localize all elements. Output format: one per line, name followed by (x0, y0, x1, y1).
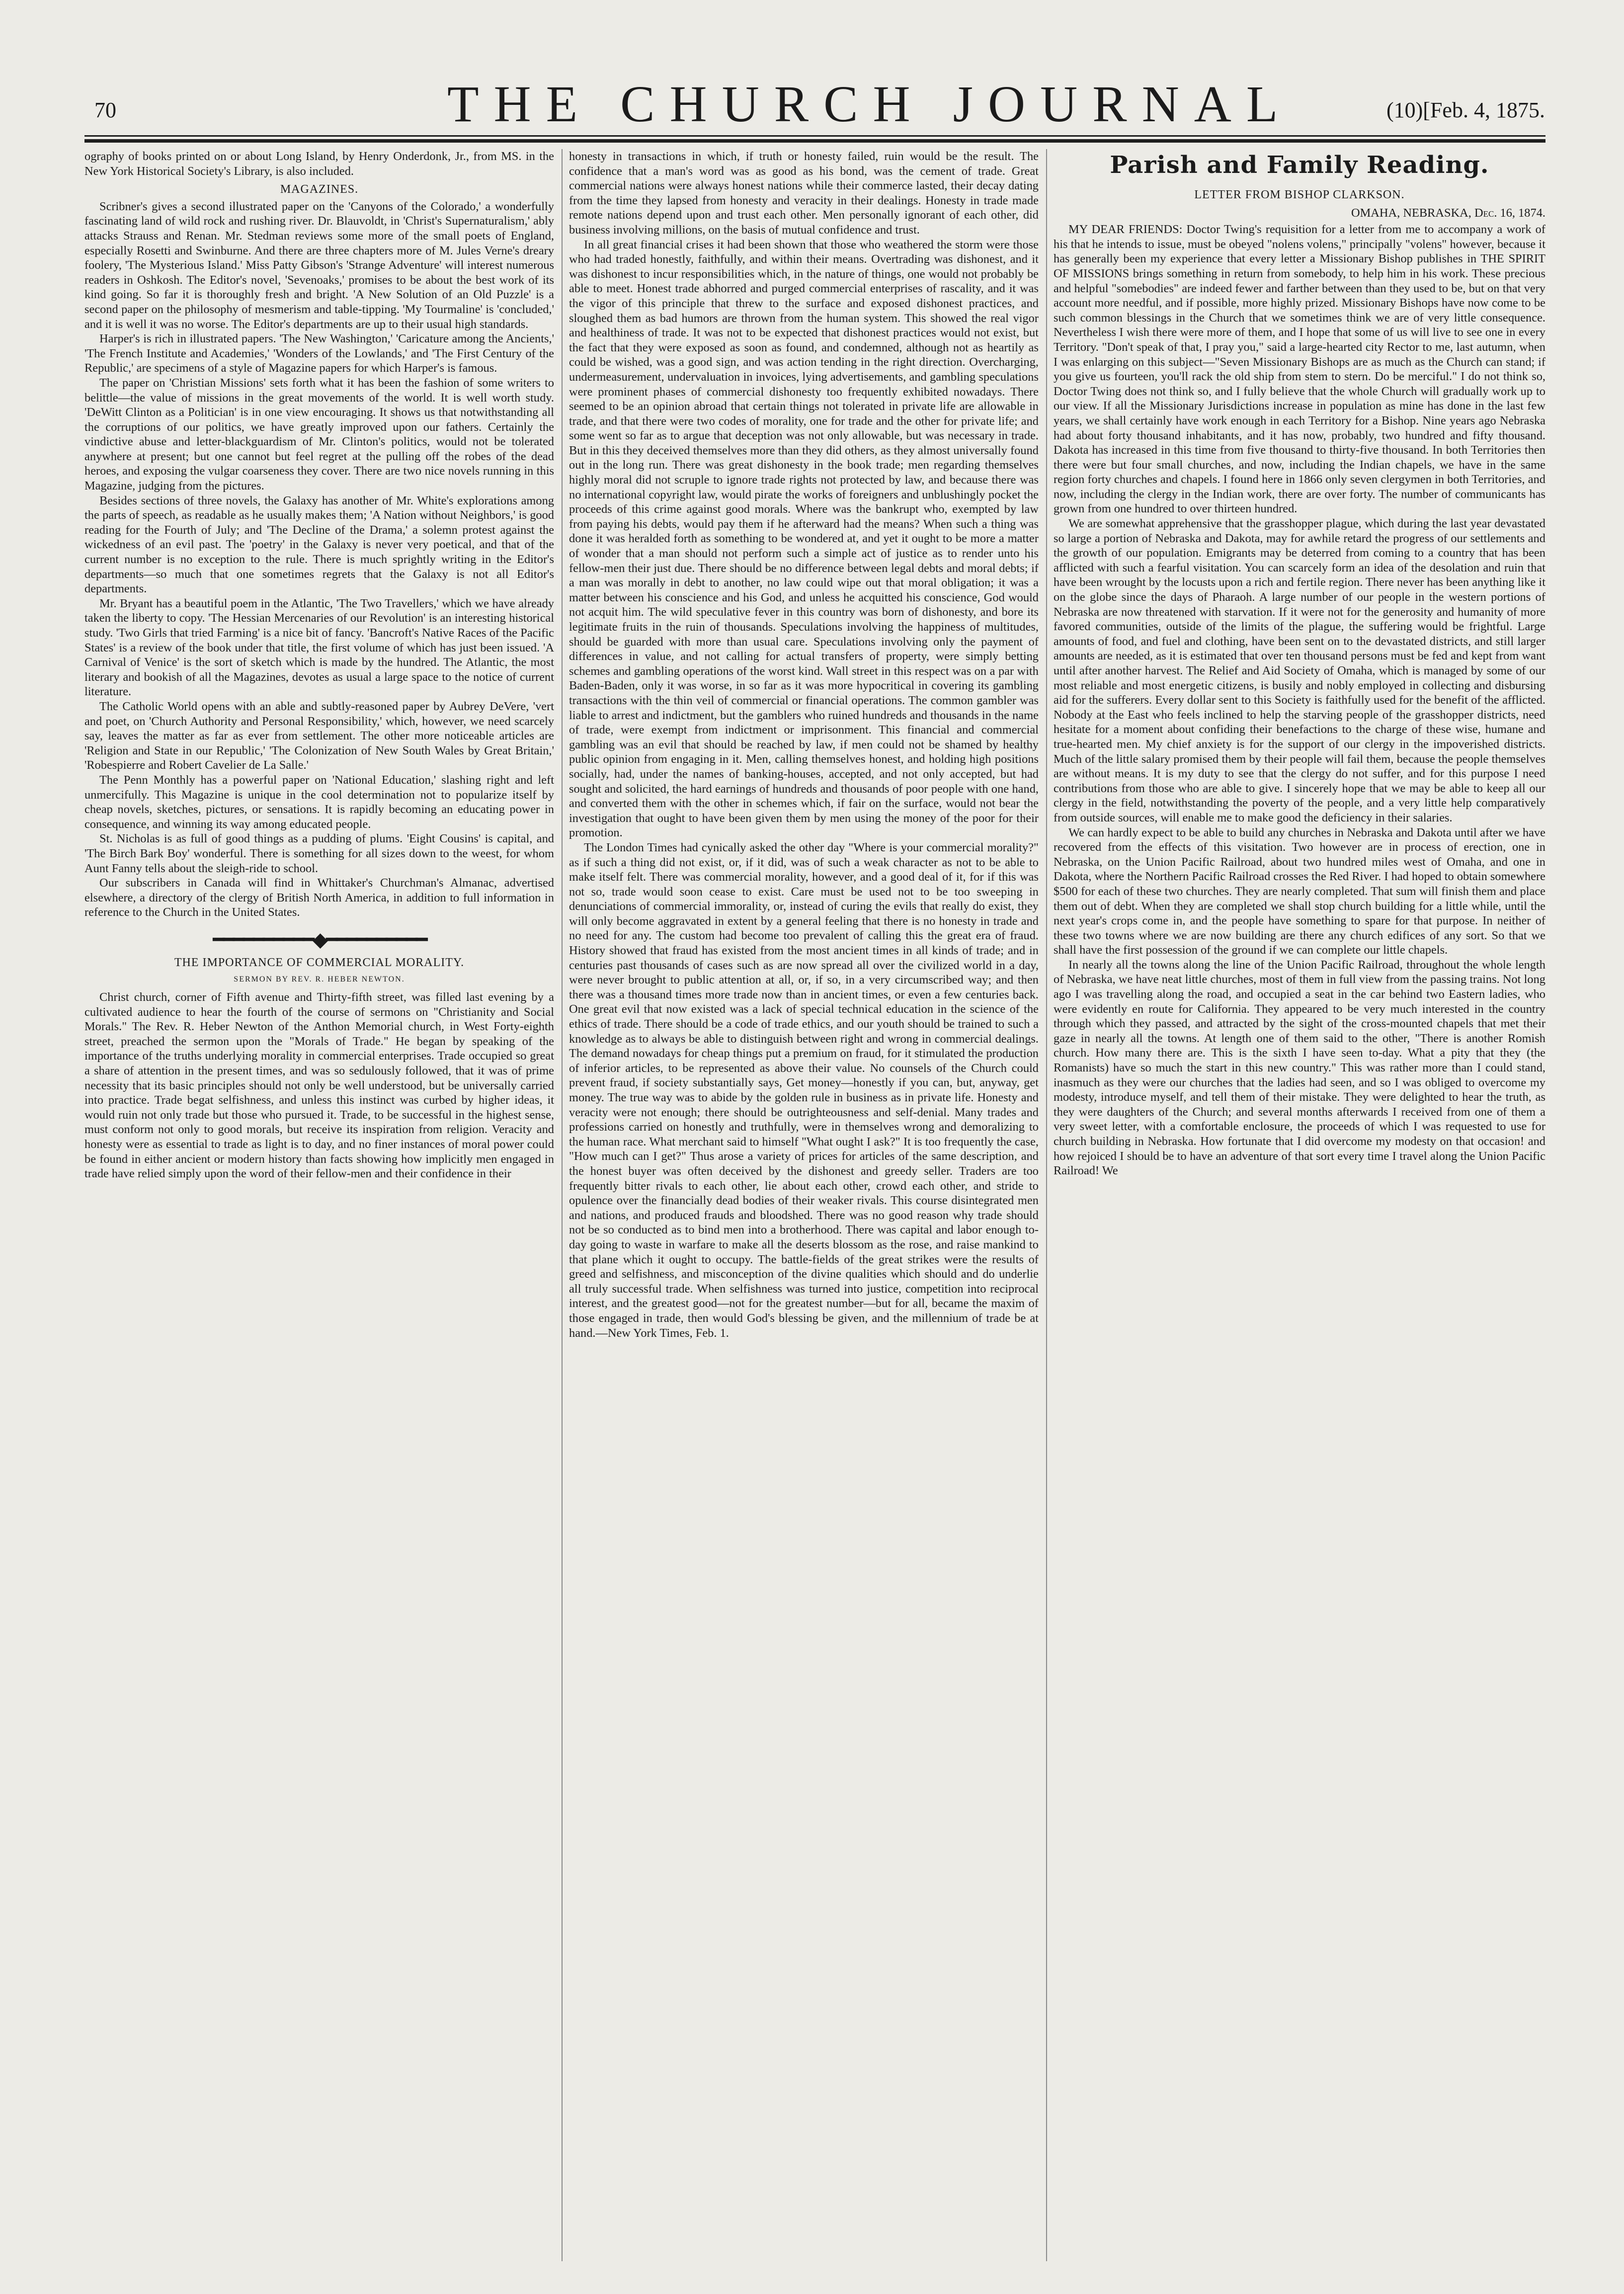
article-paragraph: Besides sections of three novels, the Galaxy has another of Mr. White's explorations among the parts of speech, as readable as he usually makes them; 'A Nation without Neighbors,' is good reading for the Fourth of July; and 'The Decline of the Drama,' a solemn protest against the wickedness of an evil past. The 'poetry' in the Galaxy is never very poetical, and that of the current number is no exception to the rule. There is much sprightly writing in the Editor's departments—so much that one sometimes regrets that the Galaxy is not all Editor's departments. (84, 493, 554, 596)
column-divider (1046, 149, 1047, 2261)
morality-heading: THE IMPORTANCE OF COMMERCIAL MORALITY. (174, 956, 465, 969)
column-3 (1054, 149, 1545, 1178)
article-paragraph: Harper's is rich in illustrated papers. 'The New Washington,' 'Caricature among the Ancients,' 'The French Institute and Academies,' 'Wonders of the Lowlands,' and 'The First Century of the Republic,' are specimens of a style of Magazine papers for which Harper's is famous. (84, 332, 554, 375)
ornamental-divider: ━━━━━━━━━━◆━━━━━━━━━━ (213, 928, 426, 951)
column-1 (84, 149, 554, 1181)
morality-subheading: SERMON BY REV. R. HEBER NEWTON. (234, 975, 405, 984)
magazines-heading: MAGAZINES. (280, 183, 359, 196)
article-paragraph: In all great financial crises it had been shown that those who weathered the storm were those who had traded honestly, faithfully, and within their means. Overtrading was dishonest, and it was dishonest to incur responsibilities which, in the nature of things, one would not probably be able to meet. Honest trade abhorred and purged commercial enterprises of rascality, and it was the vigor of this principle that threw to the surface and exposed dishonest practices, and sloughed them as bad humors are thrown from the human system. This showed the real vigor and healthiness of trade. It was not to be expected that dishonest practices would not exist, but the fact that they were exposed as soon as found, and condemned, although not as heartily as could be wished, was a good sign, and was action tending in the right direction. Overcharging, undermeasurement, undervaluation in invoices, lying advertisements, and gambling speculations were prominent phases of commercial dishonesty too frequently exhibited nowadays. There seemed to be an opinion abroad that certain things not tolerated in private life are allowable in trade, and that there were two codes of morality, one for trade and the other for private life; and some went so far as to argue that deception was not only allowable, but was necessary in trade. But in this they deceived themselves more than they did others, as they almost universally found out in the long run. There was great dishonesty in the book trade; men regarding themselves highly moral did not scruple to ignore trade rights not protected by law, and because there was no international copyright law, would pirate the works of foreigners and unblushingly pocket the proceeds of this crime against good morals. Where was the bankrupt who, exempted by law from paying his debts, would pay them if he afterward had the means? When such a thing was done it was heralded forth as something to be wondered at, and yet it ought to be more a matter of wonder that a man should not perform such a simple act of justice as to render unto his fellow-men their just due. There should be no difference between legal debts and moral debts; if a man was morally in debt to another, no law could wipe out that moral obligation; it was a matter between his conscience and his God, and unless he acquitted his conscience, God would not acquit him. The wild speculative fever in this country was born of dishonesty, and bore its legitimate fruits in the ruin of thousands. Speculations involving the happiness of multitudes, should be guarded with more than usual care. Speculations involving only the payment of differences in value, and not calling for actual transfers of property, were simply betting schemes and gambling operations of the worst kind. Wall street in this respect was on a par with Baden-Baden, only it was worse, in so far as it was more hypocritical in covering its gambling transactions with the thin veil of commercial or financial operations. The common gambler was liable to arrest and indictment, but the gamblers who ruined hundreds and thousands in the name of trade, were exempt from indictment or imprisonment. This financial and commercial gambling was an evil that should be reached by law, if men could not be shamed by healthy public opinion from engaging in it. Men, calling themselves honest, and holding high positions socially, had, under the names of banking-houses, accepted, and not only accepted, but had sought and solicited, the hard earnings of hundreds and thousands of poor people with one hand, and converted them with the other in schemes which, if fair on the surface, would not bear the investigation that ought to have been given them by men using the money of the poor for their promotion. (569, 238, 1039, 840)
column-divider (562, 149, 563, 2261)
article-paragraph: St. Nicholas is as full of good things as a pudding of plums. 'Eight Cousins' is capital, and 'The Birch Bark Boy' wonderful. There is something for all sizes down to the weest, for whom Aunt Fanny tells about the sleigh-ride to school. (84, 832, 554, 875)
intro-paragraph: ography of books printed on or about Long Island, by Henry Onderdonk, Jr., from MS. in the New York Historical Society's Library, is also included. (84, 150, 554, 178)
page-number: 70 (94, 98, 116, 122)
issue-date: (10)[Feb. 4, 1875. (1386, 98, 1545, 122)
letter-heading: LETTER FROM BISHOP CLARKSON. (1194, 188, 1405, 201)
article-paragraph: We can hardly expect to be able to build any churches in Nebraska and Dakota until after we have recovered from the effects of this visitation. Two however are in process of erection, one in Nebraska, on the Union Pacific Railroad, about two hundred miles west of Omaha, and one in Dakota, where the Northern Pacific Railroad crosses the Red River. I had hoped to obtain somewhere $500 for each of these two churches. They are nearly completed. That sum will finish them and place them out of debt. When they are completed we shall stop church building for a little while, until the next year's crops come in, and the people have something to spare for that purpose. In neither of these two towns where we are now building are there any church edifices of any sort. So that we shall have the first possession of the ground if we can complete our little chapels. (1054, 825, 1545, 957)
header-rule-thin (84, 135, 1545, 137)
article-paragraph: The paper on 'Christian Missions' sets forth what it has been the fashion of some writers to belittle—the value of missions in the great movements of the world. It is well worth study. 'DeWitt Clinton as a Politician' is in one view encouraging. It shows us that notwithstanding all the corruptions of our politics, we have greatly improved upon our fathers. Certainly the vindictive abuse and letter-blackguardism of Mr. Clinton's politics, would not be tolerated anywhere at present; but one cannot but feel regret at the pulling off the robes of the dead heroes, and exposing the vulgar coarseness they cover. There are two nice novels running in this Magazine, judging from the pictures. (84, 376, 554, 493)
article-paragraph: Mr. Bryant has a beautiful poem in the Atlantic, 'The Two Travellers,' which we have already taken the liberty to copy. 'The Hessian Mercenaries of our Revolution' is an interesting historical study. 'Two Girls that tried Farming' is a nice bit of fancy. 'Bancroft's Native Races of the Pacific States' is a review of the book under that title, the first volume of which has just been issued. 'A Carnival of Venice' is the sort of sketch which is made by the hundred. The Atlantic, the most literary and bookish of all the Magazines, devotes as usual a large space to the notice of current literature. (84, 596, 554, 699)
article-paragraph: In nearly all the towns along the line of the Union Pacific Railroad, throughout the whole length of Nebraska, we have neat little churches, most of them in full view from the passing trains. Not long ago I was travelling along the road, and occupied a seat in the car behind two Eastern ladies, who were evidently en route for California. They appeared to be very much interested in the country through which they passed, and attracted by the sight of the cross-mounted chapels that met their gaze in nearly all the towns. At length one of them said to the other, "There is another Romish church. How many there are. This is the sixth I have seen to-day. What a pity that they (the Romanists) have so much the start in this new country." This was rather more than I could stand, inasmuch as they were our churches that the ladies had seen, and so I was obliged to overcome my modesty, introduce myself, and tell them of their mistake. They were delighted to hear the truth, as they were daughters of the Church; and several months afterwards I received from one of them a very sweet letter, with a comfortable enclosure, the proceeds of which I was requested to use for church building in Nebraska. How fortunate that I did overcome my modesty on that occasion! and how rejoiced I should be to have an adventure of that sort every time I travel along the Union Pacific Railroad! We (1054, 958, 1545, 1178)
header-rule-thick (84, 139, 1545, 143)
article-paragraph: Our subscribers in Canada will find in Whittaker's Churchman's Almanac, advertised elsewhere, a directory of the clergy of British North America, in addition to full information in reference to the Church in the United States. (84, 876, 554, 919)
article-paragraph: Christ church, corner of Fifth avenue and Thirty-fifth street, was filled last evening by a cultivated audience to hear the fourth of the course of sermons on "Christianity and Social Morals." The Rev. R. Heber Newton of the Anthon Memorial church, in West Forty-eighth street, preached the sermon upon the "Morals of Trade." He began by speaking of the importance of the truths underlying morality in commercial enterprises. Trade occupied so great a share of attention in the present times, and was so sedulously followed, that it was of prime necessity that its basic principles should not only be well understood, but be universally carried into practice. Trade begat selfishness, and unless this instinct was curbed by higher ideas, it would ruin not only trade but those who pursued it. Trade, to be successful in the highest sense, must conform not only to good morals, but receive its inspiration from religion. Veracity and honesty were as essential to trade as light is to day, and no finer instances of moral power could be found in either ancient or modern history than facts showing how implicitly men engaged in trade have relied simply upon the word of their fellow-men and their confidence in their (84, 990, 554, 1181)
article-paragraph: Scribner's gives a second illustrated paper on the 'Canyons of the Colorado,' a wonderfully fascinating land of wild rock and rushing river. Dr. Blauvoldt, in 'Christ's Supernaturalism,' ably attacks Strauss and Renan. Mr. Stedman reviews some more of the small poets of England, especially Rosetti and Swinburne. And there are three chapters more of M. Jules Verne's dreary foolery, 'The Mysterious Island.' Miss Patty Gibson's 'Strange Adventure' will interest numerous readers in Oshkosh. The Editor's novel, 'Sevenoaks,' promises to be about the best work of its kind going. So far it is thoroughly fresh and bright. 'A New Solution of an Old Puzzle' is a second paper on the philosophy of mesmerism and table-tipping. 'My Tourmaline' is 'concluded,' and it is well it was no worse. The Editor's departments are up to their usual high standards. (84, 199, 554, 331)
letter-dateline: OMAHA, NEBRASKA, Dec. 16, 1874. (1351, 206, 1545, 220)
article-paragraph: The Penn Monthly has a powerful paper on 'National Education,' slashing right and left unmercifully. This Magazine is unique in the cool determination not to popularize itself by cheap novels, sketches, pictures, or sensations. It is rapidly becoming an educating power in consequence, and winning its way among educated people. (84, 773, 554, 831)
article-paragraph: The London Times had cynically asked the other day "Where is your commercial morality?" as if such a thing did not exist, or, if it did, was of such a weak character as not to be able to make itself felt. There was commercial morality, however, and a good deal of it, for if this was not so, trade would soon cease to exist. Care must be used not to be too sweeping in denunciations of commercial immorality, or, instead of curing the evils that really do exist, they will only become aggravated in extent by a general feeling that there is no honesty in trade and no need for any. The custom had become too prevalent of calling this the great era of fraud. History showed that fraud has existed from the most ancient times in all kinds of trade; and in centuries past thousands of cases such as are now spread all over the civilized world in a day, were never brought to public attention at all, or, if so, in a very circumscribed way; and then there was a thousand times more trade now than in ancient times, or even a few centuries back. One great evil that now existed was a lack of special technical education in the science of the ethics of trade. There should be a code of trade ethics, and our youth should be trained to such a knowledge as to always be able to distinguish between right and wrong in commercial dealings. The demand nowadays for cheap things put a premium on fraud, for it stimulated the production of inferior articles, to be represented as above their value. No counsels of the Church could prevent fraud, if society substantially says, Get money—honestly if you can, but, anyway, get money. The true way was to abide by the golden rule in business as in private life. Honesty and veracity were not enough; there should be outrighteousness and self-denial. Many trades and professions carried on honestly and truthfully, were in themselves wrong and demoralizing to the human race. What merchant said to himself "What ought I ask?" It is too frequently the case, "How much can I get?" Thus arose a variety of prices for articles of the same description, and the honest buyer was often deceived by the dishonest and greedy seller. Traders are too frequently bitter rivals to each other, lie about each other, crowd each other, and stride to opulence over the financially dead bodies of their weaker rivals. This course disintegrated men and nations, and produced frauds and bloodshed. There was no good reason why trade should not be so conducted as to bind men into a brotherhood. There was capital and labor enough to-day going to waste in warfare to make all the deserts blossom as the rose, and raise mankind to that plane which it ought to occupy. The battle-fields of the great strikes were the results of greed and selfishness, and misconception of the divine qualities which should and do underlie all truly successful trade. When selfishness was turned into justice, competition into reciprocal interest, and the greatest good—not for the greatest number—but for all, became the maxim of those engaged in trade, then would God's blessing be given, and the millennium of trade be at hand.—New York Times, Feb. 1. (569, 840, 1039, 1340)
column-2 (569, 149, 1039, 1340)
article-paragraph: We are somewhat apprehensive that the grasshopper plague, which during the last year devastated so large a portion of Nebraska and Dakota, may for awhile retard the progress of our settlements and the growth of our population. Emigrants may be deterred from coming to a country that has been afflicted with such a fearful visitation. You can scarcely form an idea of the desolation and ruin that have been wrought by the locusts upon a rich and fertile region. There never has been anything like it on the globe since the days of Pharaoh. A large number of our people in the western portions of Nebraska are now threatened with starvation. If it were not for the generosity and humanity of more favored communities, outside of the limits of the plague, the suffering would be frightful. Large amounts of food, and fuel and clothing, have been sent on to the devastated districts, and still larger amounts are needed, as it is estimated that over ten thousand persons must be fed and kept from want until after another harvest. The Relief and Aid Society of Omaha, which is managed by some of our most reliable and most energetic citizens, is busily and nobly employed in collecting and disbursing aid for the sufferers. Every dollar sent to this Society is faithfully used for the benefit of the afflicted. Nobody at the East who feels inclined to help the starving people of the grasshopper districts, need hesitate for a moment about confiding their benefactions to the charge of these wise, humane and true-hearted men. My chief anxiety is for the support of our clergy in the impoverished districts. Much of the little salary promised them by their people will fail them, because the people themselves are without means. It is my duty to see that the clergy do not suffer, and for this purpose I need contributions from those who are able to give. I sincerely hope that we may be able to keep all our clergy in the field, notwithstanding the poverty of the people, and a very little help comparatively from outside sources, will enable me to make good the deficiency in their salaries. (1054, 517, 1545, 824)
article-paragraph: The Catholic World opens with an able and subtly-reasoned paper by Aubrey DeVere, 'vert and poet, on 'Church Authority and Personal Responsibility,' which, however, we need scarcely say, leaves the matter as far as ever from settlement. The other more noticeable articles are 'Religion and State in our Republic,' 'The Colonization of New South Wales by Great Britain,' 'Robespierre and Robert Cavelier de La Salle.' (84, 699, 554, 772)
masthead: THE CHURCH JOURNAL (447, 76, 1293, 133)
article-paragraph: honesty in transactions in which, if truth or honesty failed, ruin would be the result. The confidence that a man's word was as good as his bond, was the cement of trade. Great commercial nations were always honest nations while their commerce lasted, their decay dating from the time they lapsed from honesty and veracity in their dealings. Honesty in trade made remote nations depend upon and trust each other. Men personally ignorant of each other, did business involving millions, on the basis of mutual confidence and trust. (569, 150, 1039, 237)
article-paragraph: MY DEAR FRIENDS: Doctor Twing's requisition for a letter from me to accompany a work of his that he intends to issue, must be obeyed "nolens volens," principally "volens" however, because it has generally been my experience that every letter a Missionary Bishop publishes in THE SPIRIT OF MISSIONS brings something in return from somebody, to help him in his work. These precious and helpful "somebodies" are indeed fewer and farther between than they used to be, but on that very account more needful, and if possible, more highly prized. Missionary Bishops have now come to be such common blessings in the Church that we sometimes think we are of very little consequence. Nevertheless I wish there were more of them, and I hope that some of us will live to see one in every Territory. "Don't speak of that, I pray you," said a large-hearted city Rector to me, last autumn, when I was enlarging on this subject—"Seven Missionary Bishops are as much as the Church can stand; if you give us fourteen, you'll rack the old ship from stem to stern. Do be merciful." I do not think so, Doctor Twing does not think so, and I fully believe that the whole Church will gradually work up to our view. If all the Missionary Jurisdictions increase in population as mine has done in the last few years, we shall certainly have work enough in each Territory for a Bishop. Nine years ago Nebraska had about forty thousand inhabitants, and it has now, probably, two hundred and fifty thousand. Dakota has increased in this time from five thousand to thirty-five thousand. In both Territories then there were but four small churches, and now, including the Indian chapels, we have in the same region forty churches and chapels. I found here in 1866 only seven clergymen in both Territories, and now, including the clergy in the Indian work, there are over forty. The number of communicants has grown from one hundred to over thirteen hundred. (1054, 223, 1545, 516)
section-title: Parish and Family Reading. (1110, 151, 1489, 179)
